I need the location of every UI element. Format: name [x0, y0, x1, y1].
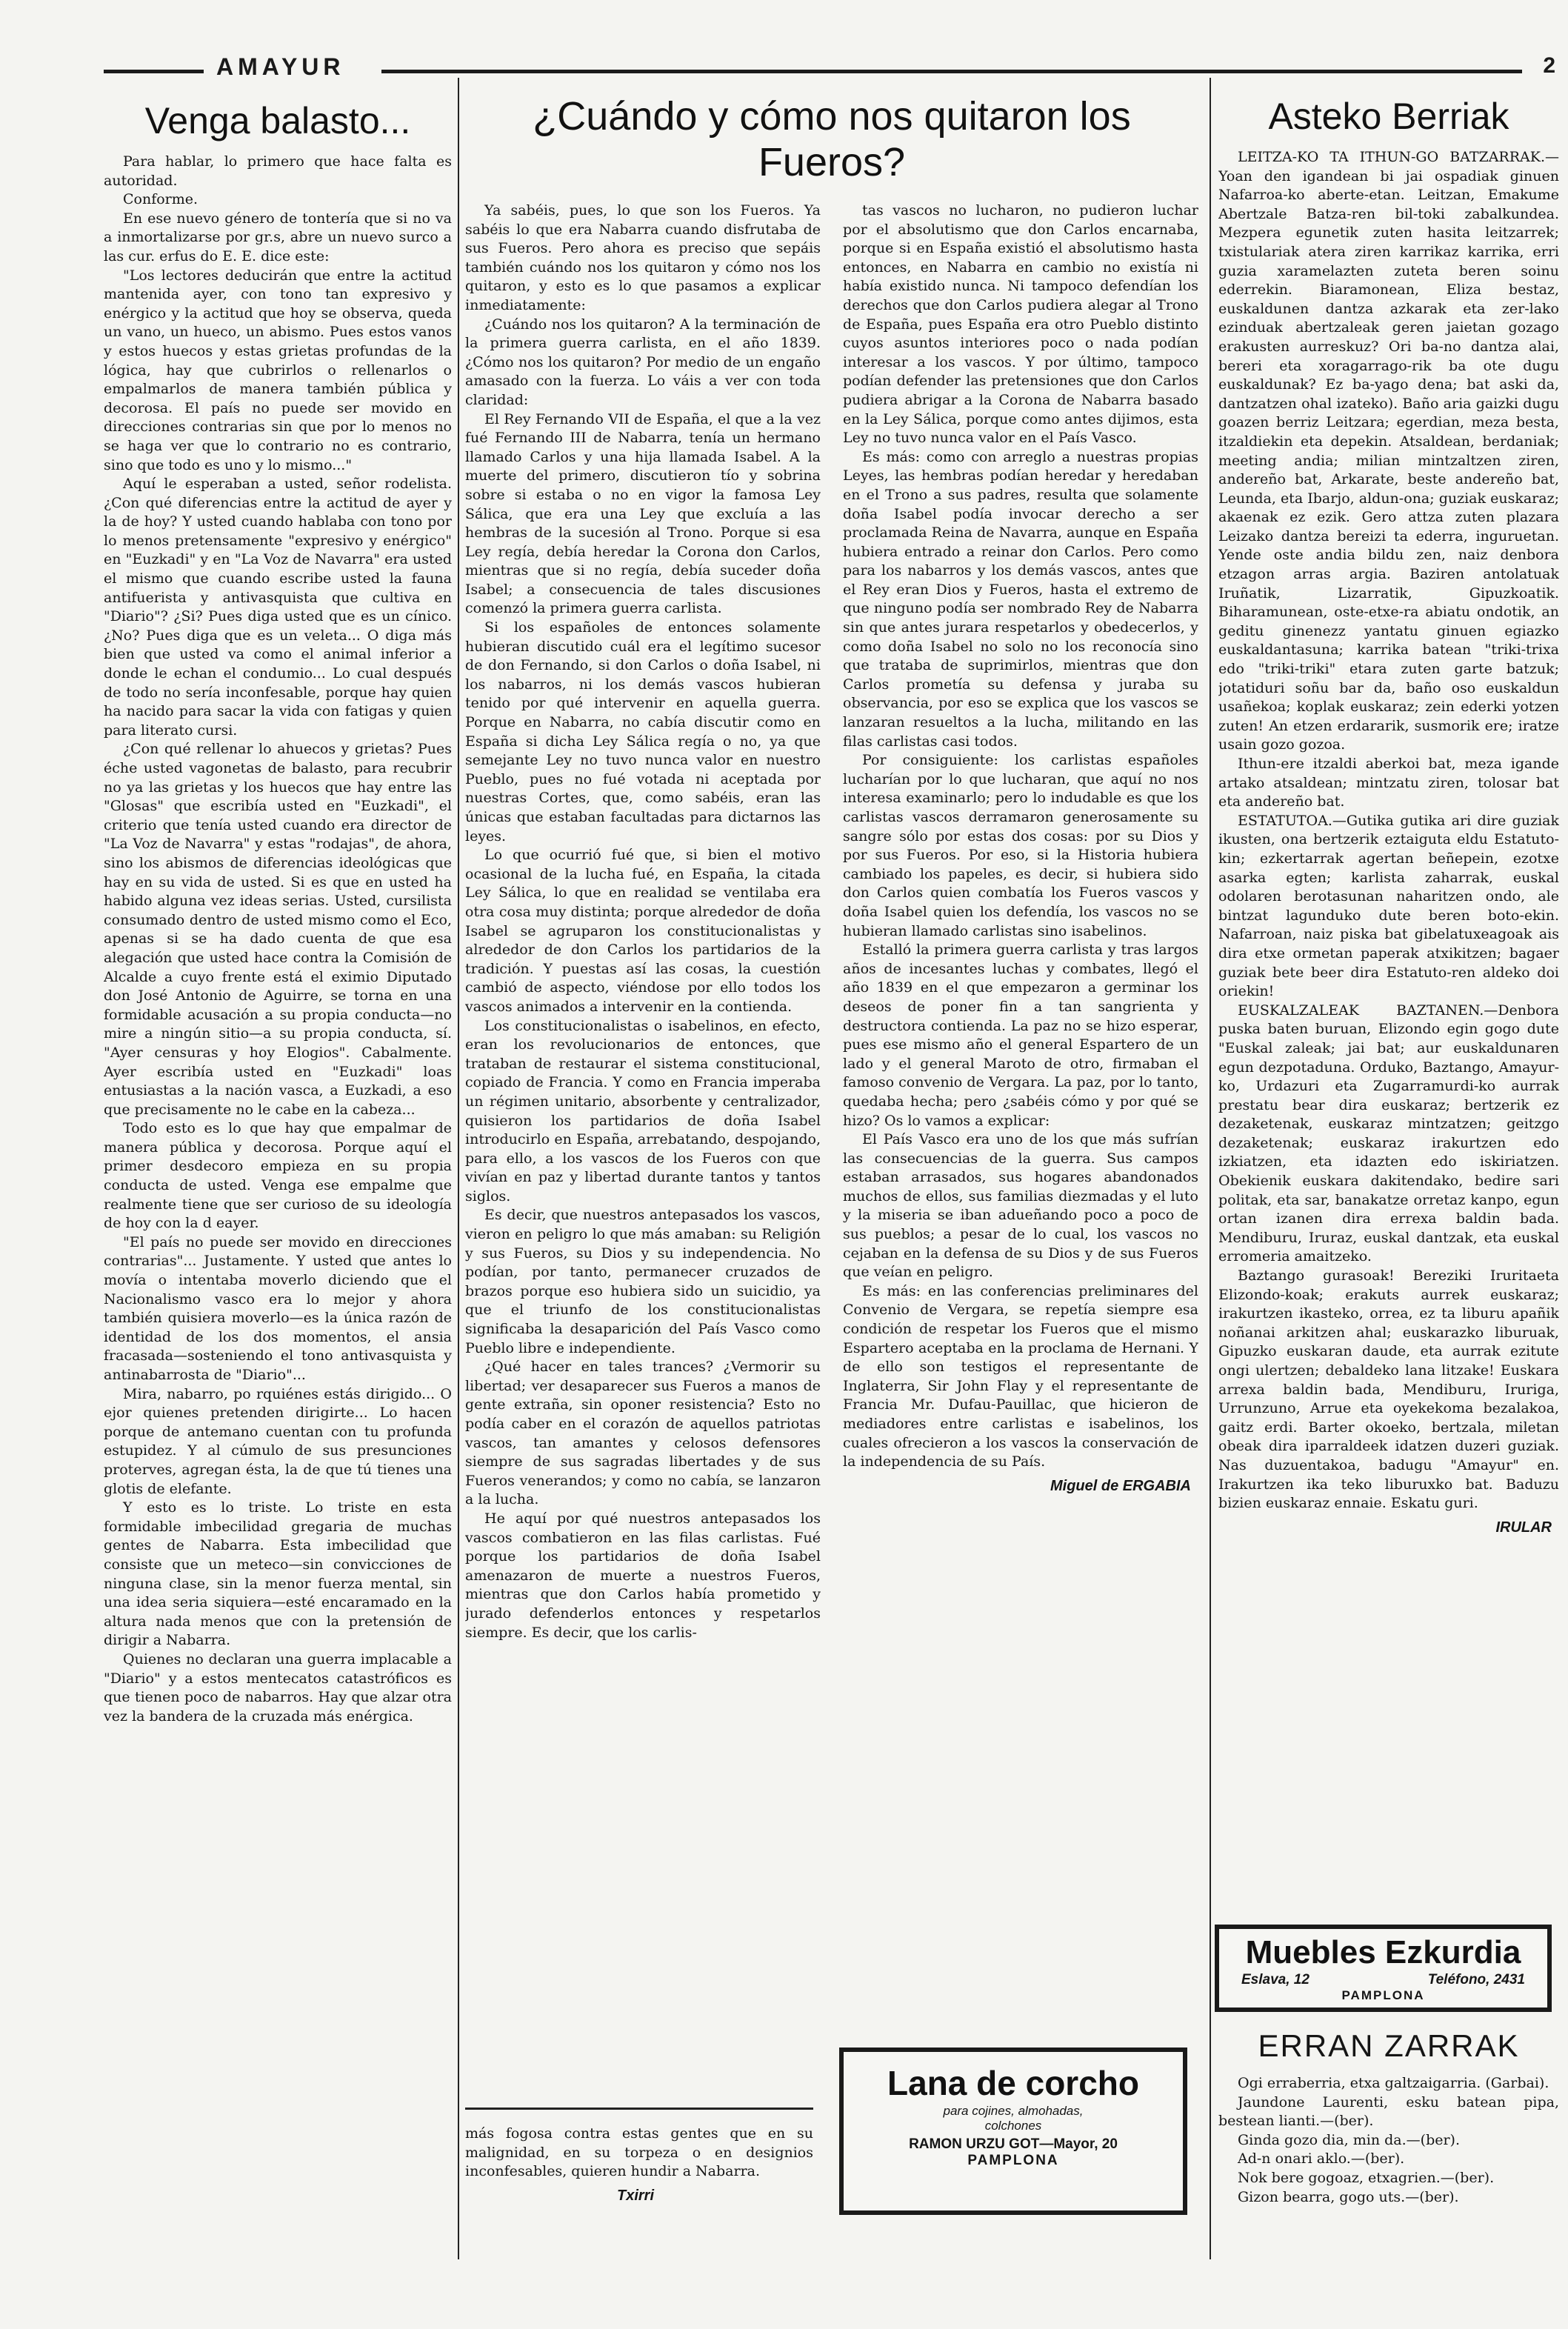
paragraph: Aquí le esperaban a usted, señor rodelista. ¿Con qué diferencias entre la actitud de ayer y la de hoy? Y usted cuando hablaba con tono por lo menos pretensamente "expresivo y enérgico" en "Euzkadi" y en "La Voz de Navarra" era usted el mismo que cuando escribe usted la fauna antifuerista y antivasquista que cultiva en "Diario"? ¿Si? Pues diga usted que es un cínico. ¿No? Pues diga que es un veleta... O diga más bien que usted va como el animal inferior a donde le echan el condumio... Lo cual después de todo no sería inconfesable, porque hay quien ha nacido para sacar la vida con fatigas y quien para literato cursi. [104, 476, 452, 739]
paragraph: Conforme. [123, 191, 198, 208]
article-title: ¿Cuándo y cómo nos quitaron los Fueros? [533, 94, 1131, 184]
ad-phone: Teléfono, 2431 [1427, 1972, 1525, 1988]
article-body [1218, 148, 1559, 1536]
paragraph: En ese nuevo género de tontería que si no va a inmortalizarse por gr.s, abre un nuevo surco a las cur. erfus do E. E. dice este: [104, 210, 452, 264]
paragraph: Y esto es lo triste. Lo triste en esta formidable imbecilidad gregaria de muchas gentes de Nabarra. Esta imbecilidad que consiste que un meteco—sin convicciones de ninguna clase, sin la menor fuerza mental, sin una idea seria siquiera—esté encaramado en la altura nada menos que con la pretensión de dirigir a Nabarra. [104, 1499, 452, 1649]
ad-address: RAMON URZU GOT—Mayor, 20 [909, 2136, 1118, 2152]
erran-zarrak-section [1218, 2028, 1559, 2207]
saying: Ginda gozo dia, min da.—(ber). [1238, 2131, 1461, 2148]
paragraph: EUSKALZALEAK BAZTANEN.—Denbora puska baten buruan, Elizondo egin gogo dute "Euskal zaleak; jai bat; aur euskaldunaren egun dezpotaduna. Orduko, Baztango, Amayur-ko, Urdazuri eta Zugarramurdi-ko aurrak prestatu bear dira euskaraz; bertzerik ez dezaketenak, euskaraz mintzatzen; geitzgo dezaketenak; euskaraz irakurtzen edo izkiatzen, eta idazten edo iskiriatzen. Obekienik euskara dakitendako, bedire sari politak, eta sar, banakatze orretaz kanpo, egun ortan izanen dira errexa baldin bada. Mendiburu, Iruraz, euskal dantzak, eta euskal erromeria amaitzeko. [1218, 1002, 1559, 1265]
paragraph: "Los lectores deducirán que entre la actitud mantenida ayer, con tono tan expresivo y enérgico y la actitud que hoy se observa, queda un vano, un hueco, un abismo. Pues estos vanos y estos huecos y estas grietas profundas de la lógica, hay que cubrirlos o rellenarlos o empalmarlos de manera también pública y decorosa. El país no puede ser movido en direcciones contrarias sin que por lo menos no se haga ver que lo contrario no es contrario, sino que todo es uno y lo mismo..." [104, 267, 452, 473]
paragraph: Para hablar, lo primero que hace falta es autoridad. [104, 153, 452, 189]
saying: Nok bere gogoaz, etxagrien.—(ber). [1238, 2169, 1495, 2186]
article-subcolumns [465, 201, 1198, 1642]
header-rule-left [104, 70, 204, 73]
column-divider-2 [1210, 78, 1211, 2259]
paragraph: más fogosa contra estas gentes que en su malignidad, en su torpeza o en designios inconfesables, quieren hundir a Nabarra. [465, 2125, 813, 2180]
ad-muebles-ezkurdia [1215, 1925, 1552, 2012]
author-signature: Miguel de ERGABIA [1050, 1477, 1191, 1494]
ad-title: Lana de corcho [887, 2064, 1139, 2102]
paragraph: Lo que ocurrió fué que, si bien el motivo ocasional de la lucha fué, en España, la citada Ley Sálica, lo que en realidad se ventilaba era otra cosa muy distinta; porque alrededor de doña Isabel se agruparon los constitucionalistas y alrededor de don Carlos los partidarios de la tradición. Y puestas así las cosas, la cuestión cambió de aspecto, viéndose por ello todos los vascos animados a intervenir en la contienda. [465, 847, 821, 1015]
ad-contact-row [1219, 1972, 1547, 1988]
paragraph: Mira, nabarro, po rquiénes estás dirigido... O ejor quienes pretenden dirigirte... Lo hacen porque de antemano cuentan con tu profunda estupidez. Y al cúmulo de sus presunciones proterves, agregan ésta, la de que tú tienes una glotis de elefante. [104, 1385, 452, 1497]
ad-line: colchones [984, 2119, 1042, 2133]
paragraph: Por consiguiente: los carlistas españoles lucharían por lo que lucharan, que aquí no nos interesa examinarlo; pero lo indudable es que los carlistas vascos derramaron generosamente su sangre sólo por estas dos cosas: por su Dios y por sus Fueros. Por eso, si la Historia hubiera cambiado los papeles, es decir, si hubiera sido don Carlos quien combatía los Fueros vascos y doña Isabel quien los defendía, los vascos no se hubieran llamado carlistas sino isabelinos. [843, 752, 1198, 939]
ad-city: PAMPLONA [967, 2153, 1059, 2168]
paragraph: Baztango gurasoak! Bereziki Iruritaeta Elizondo-koak; erakuts aurrek euskaraz; irakurtzen ikasteko, orrea, ez ta liburu apañik noñanai arkitzen ahal; euskarazko liburuak, Gipuzko euskaran daude, eta aurrak ezitute ongi ulertzen; debaldeko lana litzake! Euskara arrexa baldin bada, Mendiburu, Iruriga, Urrunzuno, Arrue eta oyekekoma bezalakoa, gaitz erdi. Barter okoeko, bertzala, miletan obeak dira iparraldeek idatzen duzeri guziak. Nas duzuentakoa, badugu "Amayur" en. Irakurtzen ika teko liburuxko bat. Baduzu bizien euskaraz ennaie. Eskatu guri. [1218, 1267, 1559, 1512]
saying: Ogi erraberria, etxa galtzaigarria. (Garbai). [1238, 2075, 1549, 2091]
paragraph: He aquí por qué nuestros antepasados los vascos combatieron en las filas carlistas. Fué porque los partidarios de doña Isabel amenazaron de muerte a nuestros Fueros, mientras que don Carlos había prometido y jurado defenderlos entonces y respetarlos siempre. Es decir, que los carlis- [465, 1510, 821, 1641]
article-asteko-berriak [1218, 83, 1559, 1920]
paragraph: ¿Qué hacer en tales trances? ¿Vermorir su libertad; ver desaparecer sus Fueros a manos de gente extraña, sin oponer resistencia? Esto no podía caber en el corazón de aquellos patriotas vascos, tan amantes y celosos defensores siempre de sus sagradas libertades y de sus Fueros venerandos; y como no cabía, se lanzaron a la lucha. [465, 1359, 821, 1508]
saying: Jaundone Laurenti, esku batean pipa, bestean lianti.—(ber). [1218, 2093, 1559, 2130]
paragraph: Todo esto es lo que hay que empalmar de manera pública y decorosa. Porque aquí el primer desdecoro empieza en su propia conducta de usted. Venga ese empalme que realmente tiene que ser curioso de su ideología de hoy con la d eayer. [104, 1120, 452, 1232]
paragraph: Ya sabéis, pues, lo que son los Fueros. Ya sabéis lo que era Nabarra cuando disfrutaba de sus Fueros. Pero ahora es preciso que sepáis también cuándo nos los quitaron y cómo nos los quitaron, y esto es lo que pasamos a explicar inmediatamente: [465, 202, 821, 313]
article-body-right [843, 201, 1198, 1642]
paragraph: Quienes no declaran una guerra implacable a "Diario" y a estos mentecatos catastróficos es que tienen poco de nabarros. Hay que alzar otra vez la bandera de la cruzada más enérgica. [104, 1650, 452, 1725]
paragraph: Es más: en las conferencias preliminares del Convenio de Vergara, se repetía siempre esa condición de respetar los Fueros que el mismo Espartero aceptaba en la proclama de Hernani. Y de ello son testigos el representante de Inglaterra, Sir John Flay y el representante de Francia Mr. Dufau-Pauillac, que hicieron de mediadores entre carlistas e isabelinos, los cuales ofrecieron a los vascos la conservación de la independencia de su País. [843, 1282, 1198, 1470]
paragraph: tas vascos no lucharon, no pudieron luchar por el absolutismo que don Carlos encarnaba, porque si en España existió el absolutismo hasta entonces, en Nabarra en cambio no existía ni había existido nunca. Ni tampoco defendían los derechos que don Carlos pudiera alegar al Trono de España, pues España era otro Pueblo distinto cuyos asuntos interiores poco o nada podían interesar a los vascos. Y por último, tampoco podían defender las pretensiones que don Carlos pudiera abrigar a la Corona de Nabarra basado en la Ley Sálica, porque como antes dijimos, esta Ley no tuvo nunca valor en el País Vasco. [843, 202, 1198, 447]
paragraph: Es más: como con arreglo a nuestras propias Leyes, las hembras podían heredar y heredaban en el Trono a sus padres, resulta que solamente doña Isabel podía invocar derecho a ser proclamada Reina de Navarra, aunque en España hubiera entrado a reinar don Carlos. Pero como para los nabarros y los demás vascos, antes que el Rey eran Dios y Fueros, hasta el extremo de que ninguno podía ser nombrado Rey de Nabarra sin que antes jurara respetarlos y obedecerlos, y como doña Isabel no solo no los reconocía sino que trataba de suprimirlos, mientras que don Carlos prometía su defensa y juraba su observancia, por eso se explica que los vascos se lanzaran resueltos a la lucha, militando en las filas carlistas casi todos. [843, 448, 1198, 750]
article-fueros [465, 83, 1198, 2290]
paragraph: Es decir, que nuestros antepasados los vascos, vieron en peligro lo que más amaban: su Religión y sus Fueros, su Dios y su independencia. No podían, por tanto, permanecer cruzados de brazos porque eso hubiera sido un suicidio, ya que el triunfo de los constitucionalistas significaba la desaparición del País Vasco como Pueblo libre e independiente. [465, 1207, 821, 1356]
masthead: AMAYUR [216, 53, 345, 80]
ad-address: Eslava, 12 [1241, 1972, 1310, 1988]
header-rule-right [381, 70, 1522, 73]
column-divider-1 [458, 78, 459, 2259]
ad-city: PAMPLONA [1341, 1988, 1425, 2002]
author-signature: IRULAR [1495, 1519, 1552, 1536]
paragraph: "El país no puede ser movido en direcciones contrarias"... Justamente. Y usted que antes lo movía o intentaba moverlo diciendo que el Nacionalismo vasco era lo mejor y ahora también quisiera moverlo—es la única razón de identidad de los dos momentos, el ansia fracasada—sosteniendo el tono antivasquista y antinabarrosta de "Diario"... [104, 1233, 452, 1383]
saying: Ad-n onari aklo.—(ber). [1238, 2150, 1405, 2168]
article-body [104, 153, 452, 1726]
paragraph: Los constitucionalistas o isabelinos, en efecto, eran los revolucionarios de entonces, que trataban de restaurar el sistema constitucional, copiado de Francia. Y como en Francia imperaba un régimen unitario, absorbente y centralizador, quisieron los partidarios de doña Isabel introducirlo en España, arrebatando, despojando, para ello, a los vascos de los Fueros con que vivían en paz y libertad durante tantos y tantos siglos. [465, 1017, 821, 1205]
paragraph: Ithun-ere itzaldi aberkoi bat, meza igande artako atsaldean; mintzatu ziren, tolosar bat eta andereño bat. [1218, 756, 1559, 810]
page-header [104, 53, 1555, 83]
paragraph: LEITZA-KO TA ITHUN-GO BATZARRAK.—Yoan den igandean bi jai ospadiak ginuen Nafarroa-ko aberte-etan. Leitzan, Emakume Abertzale Batza-ren bil-toki zabalkundea. Mezpera egunetik zuten hasita leitzarrek; txistulariak atera ziren karrikaz karrika, erri guzia xaramelazten zuteta beren soinu ederrekin. Biaramonean, Eliza bestaz, euskaldunen dantza azkarak eta zer-lako ezinduak abertzaleak geren jaietan gozago erakusten aurreskuz? Ori ba-no dantza alai, bereri eta xoragarrago-rik ba ote dugu euskaldunak? Ez ba-yago dena; bat aski da, dantzatzen ohal izateko). Baño aria gaizki dugu goazen berriz Leitzara; egerdian, meza besta, itzaldiekin eta depekin. Atsaldean, berdaniak; meeting andia; milian mintzaltzen ziren, andereño bat, Arkarate, beste andereño bat, Leunda, eta Ibarjo, aldun-ona; guziak euskaraz; akaenak ez ezik. Gero attza zuten plazara Leizako dantza bereizi ta ederra, inguruetan. Yende oste andia bildu zen, naiz denbora etzagon arras argia. Baziren antolatuak Iruñatik, Lizarratik, Gipuzkoatik. Biharamunean, oste-etxe-ra abiatu ondotik, an geditu ginenezz yantatu ginuen egiazko euskaldantasuna; karrika batean "triki-trixa edo "triki-triki" etara zuten garte batzuk; jotatiduri soñu bar da, baño oso euskaldun usañekoa; koplak euskaraz; zein ederki yotzen zuten! An etzen erdararik, susmorik ere; iratze usain gozo gozoa. [1218, 149, 1559, 753]
article-tail [465, 2125, 813, 2205]
author-signature: Txirri [616, 2187, 655, 2204]
page-number: 2 [1543, 53, 1555, 78]
article-title: Venga balasto... [144, 100, 411, 141]
article-venga-balasto [104, 83, 452, 2290]
article-body-left [465, 201, 821, 1642]
article-title: Asteko Berriak [1268, 96, 1509, 137]
paragraph: Estalló la primera guerra carlista y tras largos años de incesantes luchas y combates, llegó el año 1839 en el que empezaron a germinar los deseos de poner fin a tan sangrienta y destructora contienda. La paz no se hizo esperar, pues ese mismo año el general Espartero de un lado y el general Maroto de otro, firmaban el famoso convenio de Vergara. La paz, por lo tanto, quedaba hecha; pero ¿sabéis cómo y por qué se hizo? Os lo vamos a explicar: [843, 942, 1198, 1129]
paragraph: Si los españoles de entonces solamente hubieran discutido cuál era el legítimo sucesor de don Fernando, si don Carlos o doña Isabel, ni los nabarros, ni los demás vascos hubieran tenido por qué intervenir en aquella guerra. Porque en Nabarra, no cabía discutir como en España si dicha Ley Sálica regía o no, ya que semejante Ley no tuvo nunca valor en nuestro Pueblo, pues no fué votada ni aceptada por nuestras Cortes, que, como sabéis, eran las únicas que estaban facultadas para dictarnos las leyes. [465, 619, 821, 844]
paragraph: ¿Con qué rellenar lo ahuecos y grietas? Pues éche usted vagonetas de balasto, para recubrir no ya las grietas y los huecos que hay entre las "Glosas" que escribía usted en "Euzkadi", el criterio que tenía usted cuando era director de "La Voz de Navarra" y estas "rodajas", de ahora, sino los abismos de diferencias ideológicas que hay en su vida de usted. Si es que en usted ha habido alguna vez ideas serias. Usted, cursilista consumado dentro de usted mismo como el Eco, apenas si se ha dado cuenta de que esa alegación que usted hace contra la Comisión de Alcalde a cuyo frente está el eximio Diputado don José Antonio de Aguirre, se torna en una formidable acusación a su propia conducta—no mire a ningún sitio—a su propia conducta, sí. "Ayer censuras y hoy Elogios". Cabalmente. Ayer escribía usted en "Euzkadi" loas entusiastas a la nación vasca, a Euzkadi, a eso que precisamente no le cabe en la cabeza... [104, 741, 452, 1118]
ad-line: para cojines, almohadas, [943, 2104, 1084, 2118]
section-title: ERRAN ZARRAK [1258, 2028, 1520, 2063]
paragraph: El País Vasco era uno de los que más sufrían las consecuencias de la guerra. Sus campos estaban arrasados, sus hogares abandonados muchos de ellos, sus familias diezmadas y el luto y la miseria se iban adueñando poco a poco de sus pueblos; a pesar de lo cual, los vascos no cejaban en la defensa de su Dios y de sus Fueros que veían en peligro. [843, 1131, 1198, 1281]
paragraph: El Rey Fernando VII de España, el que a la vez fué Fernando III de Nabarra, tenía un hermano llamado Carlos y una hija llamada Isabel. A la muerte del primero, discutieron tío y sobrina sobre si estaba o no en vigor la famosa Ley Sálica, que era una Ley que excluía a las hembras de la sucesión al Trono. Porque si esa Ley regía, debía heredar la Corona don Carlos, mientras que si no regía, debía suceder doña Isabel; a consecuencia de tales discusiones comenzó la primera guerra carlista. [465, 410, 821, 617]
paragraph: ¿Cuándo nos los quitaron? A la terminación de la primera guerra carlista, en el año 1839. ¿Cómo nos los quitaron? Por medio de un engaño amasado con la fuerza. Lo váis a ver con toda claridad: [465, 316, 821, 408]
ad-lana-de-corcho [839, 2048, 1187, 2215]
section-rule [465, 2108, 813, 2110]
paragraph: ESTATUTOA.—Gutika gutika ari dire guziak ikusten, ona bertzerik eztaiguta eldu Estatuto-kin; ezkertarrak agertan beñepein, ezotxe asarka egten; karlista zaharrak, euskal odolaren berotasunan naharitzen ondo, ale bintzat lagunduko dute beren boto-ekin. Nafarroan, naiz piska bat gibelatuxeagoak ais dira etxe ormetan paperak atxikitzen; bagaer guziak bete beer dira Estatuto-ren aldeko doi oriekin! [1218, 812, 1559, 1000]
saying: Gizon bearra, gogo uts.—(ber). [1238, 2188, 1459, 2205]
ad-title: Muebles Ezkurdia [1245, 1934, 1521, 1970]
